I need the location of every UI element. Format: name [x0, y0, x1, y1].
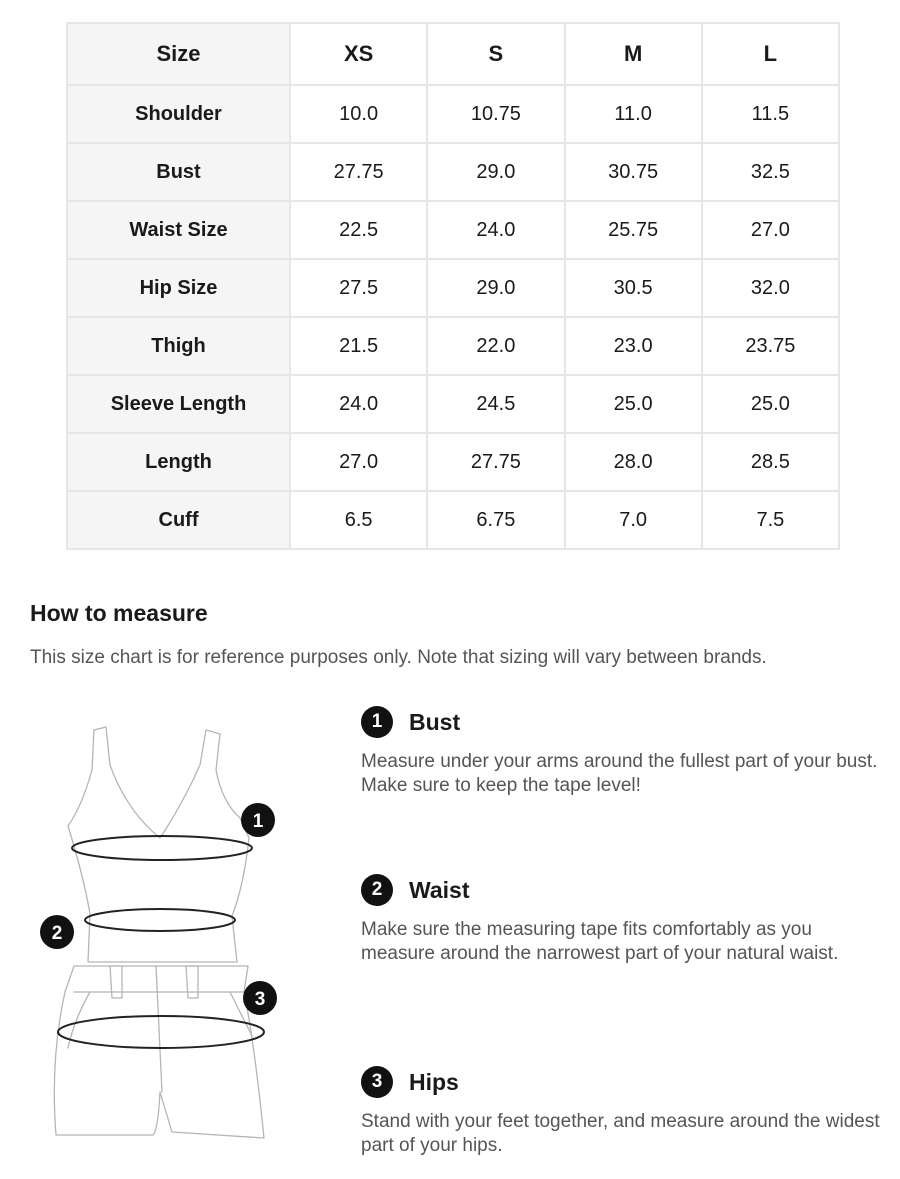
table-cell: 7.5 [702, 491, 839, 549]
row-label: Waist Size [67, 201, 290, 259]
table-row-length [67, 433, 839, 491]
table-cell: 10.0 [290, 85, 427, 143]
garment-outline [51, 727, 264, 1138]
table-cell: 32.5 [702, 143, 839, 201]
step-header [361, 1066, 881, 1098]
step-bust [361, 706, 881, 798]
table-cell: 23.75 [702, 317, 839, 375]
step-waist [361, 874, 881, 966]
table-cell: 22.5 [290, 201, 427, 259]
table-cell: 30.5 [565, 259, 702, 317]
size-header-s: S [427, 23, 564, 85]
marker-1-label: 1 [252, 811, 264, 832]
table-cell: 24.0 [427, 201, 564, 259]
step-title: Bust [409, 708, 461, 735]
table-cell: 27.0 [290, 433, 427, 491]
how-to-measure-intro: This size chart is for reference purposes only. Note that sizing will vary between brands. [30, 647, 767, 668]
table-cell: 6.5 [290, 491, 427, 549]
table-cell: 21.5 [290, 317, 427, 375]
table-header-row [67, 23, 839, 85]
table-cell: 32.0 [702, 259, 839, 317]
row-label: Hip Size [67, 259, 290, 317]
step-title: Hips [409, 1068, 459, 1095]
table-cell: 11.0 [565, 85, 702, 143]
table-row-sleeve-length [67, 375, 839, 433]
how-to-measure-heading: How to measure [30, 600, 208, 626]
table-cell: 22.0 [427, 317, 564, 375]
table-row-waist-size [67, 201, 839, 259]
table-cell: 7.0 [565, 491, 702, 549]
table-cell: 10.75 [427, 85, 564, 143]
bust-tape [72, 836, 252, 860]
marker-3-label: 3 [254, 989, 266, 1010]
table-row-hip-size [67, 259, 839, 317]
size-chart-table [66, 22, 840, 550]
table-cell: 24.5 [427, 375, 564, 433]
step-number-badge: 3 [361, 1066, 393, 1098]
table-cell: 27.5 [290, 259, 427, 317]
table-cell: 28.5 [702, 433, 839, 491]
table-row-bust [67, 143, 839, 201]
step-header [361, 874, 881, 906]
table-row-shoulder [67, 85, 839, 143]
waist-tape [85, 909, 235, 931]
jumpsuit-figure [30, 710, 290, 1150]
table-cell: 30.75 [565, 143, 702, 201]
size-header-xs: XS [290, 23, 427, 85]
step-title: Waist [409, 876, 470, 903]
step-header [361, 706, 881, 738]
table-cell: 6.75 [427, 491, 564, 549]
corner-header: Size [67, 23, 290, 85]
hips-tape [58, 1016, 264, 1048]
table-cell: 29.0 [427, 259, 564, 317]
step-number-badge: 2 [361, 874, 393, 906]
table-row-thigh [67, 317, 839, 375]
step-hips [361, 1066, 881, 1158]
row-label: Cuff [67, 491, 290, 549]
size-header-l: L [702, 23, 839, 85]
marker-2-label: 2 [51, 923, 63, 944]
row-label: Sleeve Length [67, 375, 290, 433]
row-label: Length [67, 433, 290, 491]
table-cell: 25.0 [702, 375, 839, 433]
table-cell: 11.5 [702, 85, 839, 143]
size-header-m: M [565, 23, 702, 85]
table-cell: 24.0 [290, 375, 427, 433]
step-description: Make sure the measuring tape fits comfortably as you measure around the narrowest part of your natural waist. [361, 919, 839, 964]
step-description: Measure under your arms around the fullest part of your bust. Make sure to keep the tape level! [361, 751, 878, 796]
table-cell: 28.0 [565, 433, 702, 491]
table-row-cuff [67, 491, 839, 549]
table-cell: 27.0 [702, 201, 839, 259]
table-cell: 27.75 [290, 143, 427, 201]
row-label: Bust [67, 143, 290, 201]
table-cell: 29.0 [427, 143, 564, 201]
table-cell: 25.75 [565, 201, 702, 259]
step-description: Stand with your feet together, and measure around the widest part of your hips. [361, 1111, 880, 1156]
row-label: Thigh [67, 317, 290, 375]
table-cell: 23.0 [565, 317, 702, 375]
step-number-badge: 1 [361, 706, 393, 738]
table-cell: 27.75 [427, 433, 564, 491]
table-cell: 25.0 [565, 375, 702, 433]
row-label: Shoulder [67, 85, 290, 143]
